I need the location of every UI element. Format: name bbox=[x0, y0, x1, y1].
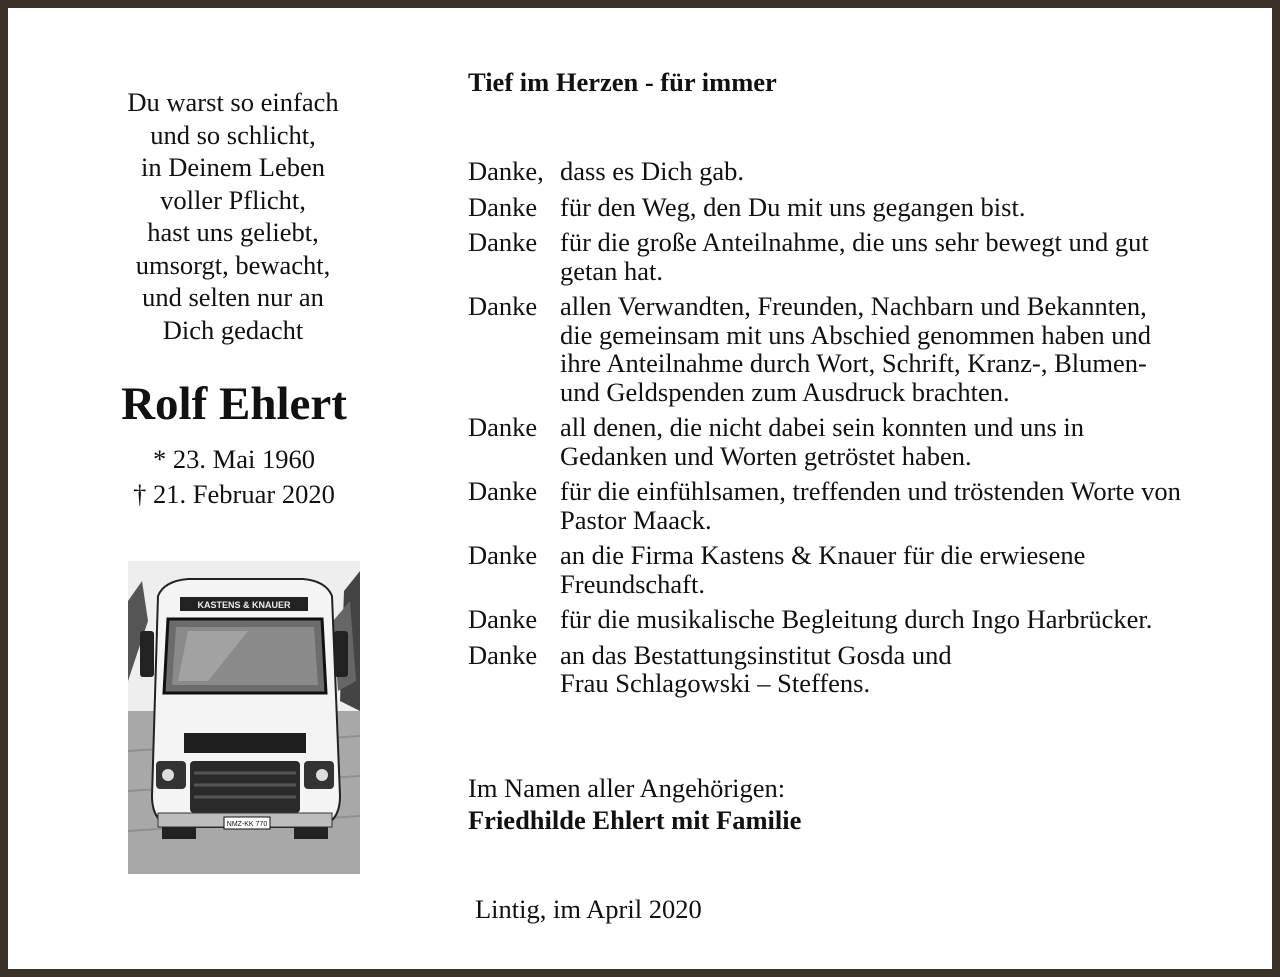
poem bbox=[103, 86, 363, 346]
thanks-text bbox=[560, 157, 1268, 186]
poem-line: hast uns geliebt, bbox=[147, 217, 319, 247]
life-dates bbox=[86, 442, 382, 512]
death-date: † 21. Februar 2020 bbox=[133, 479, 335, 509]
thanks-line: dass es Dich gab. bbox=[560, 156, 744, 186]
thanks-line: getan hat. bbox=[560, 255, 664, 286]
poem-line: und selten nur an bbox=[142, 282, 324, 312]
thanks-keyword: Danke bbox=[468, 191, 538, 222]
thanks-keyword: Danke bbox=[468, 227, 538, 257]
thanks-text bbox=[560, 292, 1268, 406]
thanks-keyword: Danke, bbox=[468, 156, 544, 186]
thanks-text bbox=[560, 541, 1268, 598]
thanks-line: Pastor Maack. bbox=[560, 504, 712, 535]
thanks-line: ihre Anteilnahme durch Wort, Schrift, Kranz-, Blumen- bbox=[560, 348, 1147, 378]
thanks-text bbox=[560, 413, 1268, 470]
closing-block bbox=[468, 772, 801, 836]
thanks-entry bbox=[468, 413, 1268, 470]
thanks-line: all denen, die nicht dabei sein konnten und uns in bbox=[560, 412, 1084, 442]
thanks-text bbox=[560, 605, 1268, 634]
thanks-line: an die Firma Kastens & Knauer für die erwiesene bbox=[560, 540, 1086, 570]
deceased-name: Rolf Ehlert bbox=[121, 378, 347, 430]
thanks-line: und Geldspenden zum Ausdruck brachten. bbox=[560, 376, 1010, 407]
thanks-line: Freundschaft. bbox=[560, 568, 705, 599]
thanks-entry bbox=[468, 228, 1268, 285]
place-date: Lintig, im April 2020 bbox=[475, 894, 702, 924]
poem-line: voller Pflicht, bbox=[160, 184, 306, 215]
thanks-line: für die große Anteilnahme, die uns sehr bewegt und gut bbox=[560, 227, 1149, 257]
thanks-entry bbox=[468, 641, 1268, 698]
thanks-text bbox=[560, 228, 1268, 285]
heading: Tief im Herzen - für immer bbox=[468, 67, 777, 97]
thanks-entry bbox=[468, 541, 1268, 598]
license-plate-text: NMZ-KK 770 bbox=[226, 821, 268, 828]
poem-line: in Deinem Leben bbox=[141, 152, 325, 182]
thanks-keyword: Danke bbox=[468, 412, 538, 442]
thanks-line: für die musikalische Begleitung durch Ingo Harbrücker. bbox=[560, 604, 1153, 634]
thanks-keyword: Danke bbox=[468, 639, 538, 670]
poem-line: umsorgt, bewacht, bbox=[135, 249, 331, 280]
thanks-text bbox=[560, 477, 1268, 534]
thanks-entry bbox=[468, 193, 1268, 222]
poem-line: Du warst so einfach bbox=[127, 87, 339, 117]
truck-photo bbox=[128, 561, 360, 874]
thanks-entry bbox=[468, 157, 1268, 186]
thanks-entry bbox=[468, 477, 1268, 534]
signatory: Friedhilde Ehlert mit Familie bbox=[468, 805, 802, 835]
thanks-line: die gemeinsam mit uns Abschied genommen haben und bbox=[560, 319, 1151, 350]
thanks-keyword: Danke bbox=[468, 291, 538, 321]
truck-sign-text: KASTENS & KNAUER bbox=[197, 600, 291, 610]
thanks-text bbox=[560, 193, 1268, 222]
thanks-line: Frau Schlagowski – Steffens. bbox=[560, 668, 871, 698]
birth-date: * 23. Mai 1960 bbox=[153, 444, 315, 474]
thanks-line: für den Weg, den Du mit uns gegangen bist. bbox=[560, 191, 1026, 222]
thanks-entry bbox=[468, 292, 1268, 406]
thanks-text bbox=[560, 641, 1268, 698]
thanks-keyword: Danke bbox=[468, 604, 538, 634]
poem-line: Dich gedacht bbox=[162, 314, 304, 345]
truck-illustration bbox=[128, 561, 360, 874]
thanks-line: für die einfühlsamen, treffenden und tröstenden Worte von bbox=[560, 476, 1181, 506]
thanks-list bbox=[468, 157, 1268, 705]
thanks-line: Gedanken und Worten getröstet haben. bbox=[560, 440, 972, 471]
thanks-line: allen Verwandten, Freunden, Nachbarn und Bekannten, bbox=[560, 291, 1147, 321]
thanks-keyword: Danke bbox=[468, 476, 538, 506]
thanks-entry bbox=[468, 605, 1268, 634]
closing-line: Im Namen aller Angehörigen: bbox=[468, 773, 786, 803]
poem-line: und so schlicht, bbox=[150, 119, 316, 150]
thanks-keyword: Danke bbox=[468, 540, 538, 570]
thanks-line: an das Bestattungsinstitut Gosda und bbox=[560, 639, 952, 670]
